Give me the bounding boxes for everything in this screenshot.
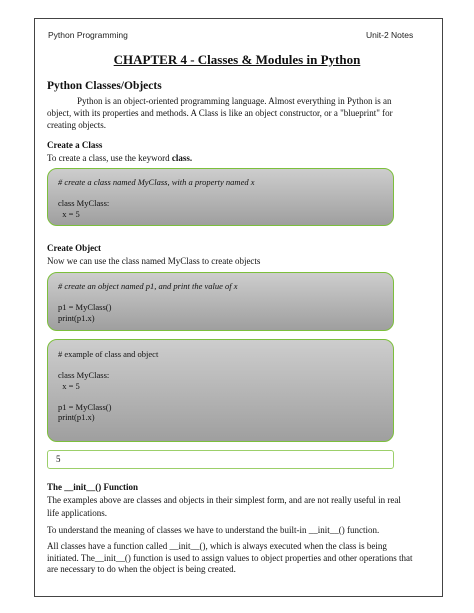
code-line: p1 = MyClass() <box>58 401 112 412</box>
create-class-heading: Create a Class <box>47 140 103 150</box>
code-block-example <box>47 339 394 442</box>
create-object-text: Now we can use the class named MyClass to create objects <box>47 256 261 266</box>
code-comment: # create a class named MyClass, with a property named x <box>58 177 255 187</box>
code-line: class MyClass: <box>58 198 110 208</box>
code-line <box>58 292 383 303</box>
chapter-title: CHAPTER 4 - Classes & Modules in Python <box>113 52 361 67</box>
header-left: Python Programming <box>48 30 128 40</box>
class-keyword: class. <box>171 153 193 163</box>
intro-line: object, with its properties and methods. A Class is like an object constructor, or a "blueprint" for <box>47 108 393 118</box>
header-right: Unit-2 Notes <box>366 30 414 40</box>
code-line <box>58 188 383 199</box>
code-comment: # create an object named p1, and print the value of x <box>58 281 238 291</box>
code-line: p1 = MyClass() <box>58 302 112 312</box>
intro-line: creating objects. <box>47 120 106 130</box>
code-block-create-class <box>47 168 394 226</box>
code-line <box>58 391 383 402</box>
intro-line: Python is an object-oriented programming language. Almost everything in Python is an <box>77 96 392 106</box>
code-line: x = 5 <box>58 208 80 219</box>
code-line: print(p1.x) <box>58 312 95 323</box>
code-comment: # example of class and object <box>58 349 159 359</box>
create-class-sentence: To create a class, use the keyword <box>47 153 172 163</box>
init-heading: The __init__() Function <box>47 482 139 492</box>
code-line: print(p1.x) <box>58 412 95 422</box>
init-line: life applications. <box>47 508 107 518</box>
code-line: class MyClass: <box>58 370 110 380</box>
section-title: Python Classes/Objects <box>47 80 162 92</box>
create-object-heading: Create Object <box>47 243 102 253</box>
init-line: All classes have a function called __init__(), which is always executed when the class is being <box>47 541 387 551</box>
create-class-text <box>47 152 432 164</box>
init-line: are necessary to do when the object is being created. <box>47 564 236 574</box>
init-paragraph-3 <box>47 541 432 576</box>
output-box: 5 <box>47 450 394 469</box>
init-paragraph-2: To understand the meaning of classes we have to understand the built-in __init__() function. <box>47 525 380 535</box>
init-line: The examples above are classes and objects in their simplest form, and are not really useful in real <box>47 495 401 505</box>
init-line: initiated. The__init__() function is used to assign values to object properties and other operations that <box>47 552 413 563</box>
intro-paragraph <box>47 95 432 131</box>
code-line <box>58 360 383 371</box>
init-paragraph-1 <box>47 494 432 520</box>
code-line: x = 5 <box>58 380 80 391</box>
code-block-create-object <box>47 272 394 331</box>
